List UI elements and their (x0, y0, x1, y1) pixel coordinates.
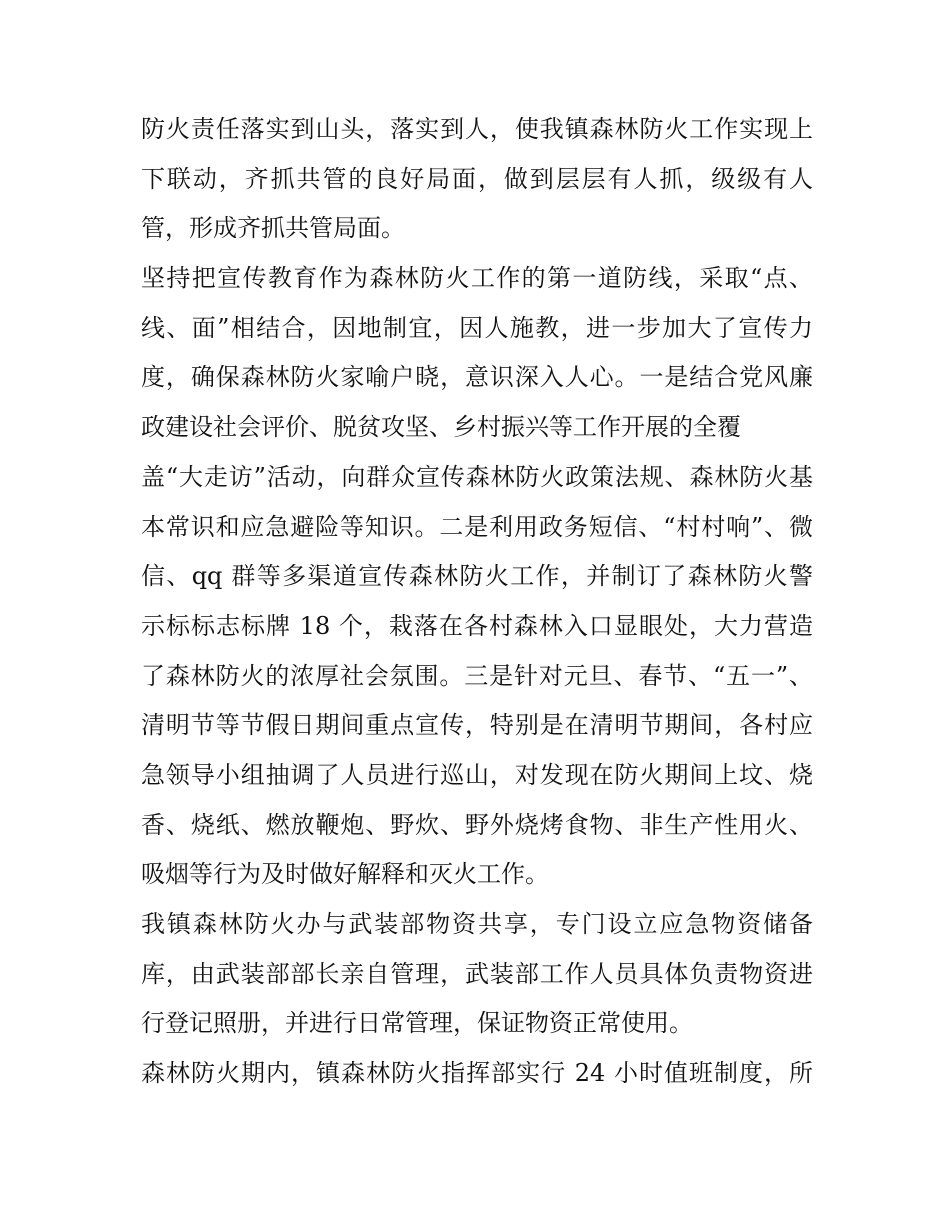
text-line: 森林防火期内，镇森林防火指挥部实行 24 小时值班制度，所 (141, 1059, 813, 1088)
paragraph-3 (141, 900, 813, 1049)
document-body (141, 105, 813, 1099)
text-line: 度，确保森林防火家喻户晓，意识深入人心。一是结合党风廉 (141, 363, 813, 392)
text-line: 盖“大走访”活动，向群众宣传森林防火政策法规、森林防火基 (141, 462, 813, 491)
text-line: 管，形成齐抓共管局面。 (141, 214, 405, 243)
text-line: 政建设社会评价、脱贫攻坚、乡村振兴等工作开展的全覆 (141, 413, 741, 442)
text-line: 行登记照册，并进行日常管理，保证物资正常使用。 (141, 1009, 693, 1038)
paragraph-2 (141, 254, 813, 900)
text-line: 吸烟等行为及时做好解释和灭火工作。 (141, 860, 549, 889)
text-line: 库，由武装部部长亲自管理，武装部工作人员具体负责物资进 (141, 959, 813, 988)
paragraph-4 (141, 1049, 813, 1099)
text-line: 示标标志标牌 18 个，栽落在各村森林入口显眼处，大力营造 (141, 611, 813, 640)
text-line: 了森林防火的浓厚社会氛围。三是针对元旦、春节、“五一”、 (141, 661, 813, 690)
text-line: 线、面”相结合，因地制宜，因人施教，进一步加大了宣传力 (141, 313, 813, 342)
text-line: 下联动，齐抓共管的良好局面，做到层层有人抓，级级有人 (141, 164, 813, 193)
text-line: 本常识和应急避险等知识。二是利用政务短信、“村村响”、微 (141, 512, 813, 541)
text-line: 香、烧纸、燃放鞭炮、野炊、野外烧烤食物、非生产性用火、 (141, 810, 813, 839)
text-line: 我镇森林防火办与武装部物资共享，专门设立应急物资储备 (141, 910, 813, 938)
text-line: 坚持把宣传教育作为森林防火工作的第一道防线，采取“点、 (141, 264, 813, 293)
text-line: 防火责任落实到山头，落实到人，使我镇森林防火工作实现上 (141, 115, 813, 143)
text-line: 急领导小组抽调了人员进行巡山，对发现在防火期间上坟、烧 (141, 760, 813, 789)
text-line: 信、qq 群等多渠道宣传森林防火工作，并制订了森林防火警 (141, 562, 813, 591)
text-line: 清明节等节假日期间重点宣传，特别是在清明节期间，各村应 (141, 711, 813, 740)
paragraph-1 (141, 105, 813, 254)
